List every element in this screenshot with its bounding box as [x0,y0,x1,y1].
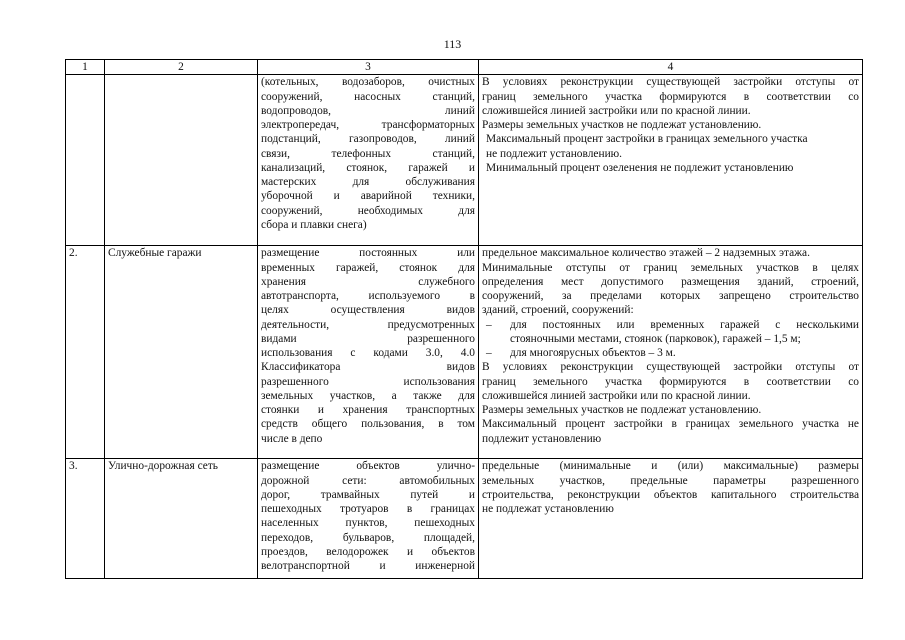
text-line: пешеходных тротуаров в границах [261,503,475,515]
text-line: строительства, реконструкции объектов капитального строительства [482,488,859,501]
text-line: Классификатора видов [261,361,475,374]
dash-marker: – [486,318,492,331]
text-line: земельных участков, предельные параметры разрешенного [482,474,859,487]
text-line: Минимальные отступы от границ земельных участков в целях [482,261,859,274]
row-description-cell [258,75,479,246]
text-line: Минимальный процент озеленения не подлежит установлению [486,161,794,174]
row-number-cell: 3. [66,459,105,579]
text-line: для постоянных или временных гаражей с несколькими [510,318,859,331]
text-line: В условиях реконструкции существующей застройки отступы от [482,76,859,89]
text-line: проездов, велодорожек и объектов [261,545,475,558]
text-line: Размеры земельных участков не подлежат установлению. [482,119,762,131]
row-parameters-cell [479,459,863,579]
text-line: канализаций, стоянок, гаражей и [261,161,475,174]
text-line: стоянки и хранения транспортных [261,404,475,416]
text-line: водопроводов, линий [261,104,475,117]
text-line: границ земельного участка формируются в соответствии со [482,375,859,388]
text-line: электропередач, трансформаторных [261,119,475,131]
text-line: средств общего пользования, в том [261,418,475,431]
text-line: хранения служебного [261,275,475,288]
row-parameters-cell [479,75,863,246]
text-line: целях осуществления видов [261,304,475,317]
row-parameters-cell [479,246,863,459]
table-header-row [66,60,863,75]
text-line: мастерских для обслуживания [261,176,475,188]
text-line: подлежит установлению [482,432,602,445]
header-cell-4: 4 [479,60,863,75]
row-number-cell: 2. [66,246,105,459]
row-name-cell: Улично-дорожная сеть [105,459,258,579]
text-line: дорожной сети: автомобильных [261,474,475,487]
text-line: сложившейся линией застройки или по красной линии. [482,104,751,117]
table-row [66,459,863,579]
text-line: (котельных, водозаборов, очистных [261,76,475,89]
text-line: числе в депо [261,432,323,445]
text-line: не подлежит установлению. [486,147,623,160]
text-line: использования с кодами 3.0, 4.0 [261,347,475,359]
row-description-cell [258,459,479,579]
text-line: предельное максимальное количество этажей – 2 надземных этажа. [482,247,810,260]
header-cell-3: 3 [258,60,479,75]
text-line: Максимальный процент застройки в границах земельного участка не [482,418,859,431]
text-line: границ земельного участка формируются в соответствии со [482,90,859,103]
text-line: видами разрешенного [261,332,475,345]
text-line: не подлежат установлению [482,503,614,515]
text-line: определения мест допустимого размещения зданий, строений, [482,275,859,288]
text-line: размещение объектов улично- [261,460,475,473]
list-item [482,346,859,360]
row-name-cell: Служебные гаражи [105,246,258,459]
text-line: временных гаражей, стоянок для [261,261,475,274]
text-line: Максимальный процент застройки в границах земельного участка [486,133,808,146]
page-number: 113 [443,37,462,51]
header-cell-1: 1 [66,60,105,75]
text-line: сложившейся линией застройки или по красной линии. [482,389,751,402]
text-line: переходов, бульваров, площадей, [261,531,475,544]
row-description-cell [258,246,479,459]
text-line: населенных пунктов, пешеходных [261,517,475,530]
text-line: разрешенного использования [261,375,475,388]
text-line: уборочной и аварийной техники, [261,190,475,203]
text-line: для многоярусных объектов – 3 м. [510,347,676,359]
text-line: размещение постоянных или [261,247,475,260]
text-line: связи, телефонных станций, [261,147,475,160]
text-line: земельных участков, а также для [261,389,475,402]
table-row [66,75,863,246]
text-line: автотранспорта, используемого в [261,290,475,302]
text-line: подстанций, газопроводов, линий [261,133,475,146]
text-line: дорог, трамвайных путей и [261,488,475,501]
regulations-table [65,59,863,579]
list-item [482,318,859,347]
dash-marker: – [486,347,492,359]
text-line: сооружений, за пределами которых запрещено строительство [482,290,859,302]
text-line: Размеры земельных участков не подлежат установлению. [482,404,762,416]
text-line: зданий, строений, сооружений: [482,304,634,317]
header-cell-2: 2 [105,60,258,75]
text-line: велотранспортной и инженерной [261,560,475,572]
text-line: сооружений, необходимых для [261,204,475,217]
table-row [66,246,863,459]
text-line: предельные (минимальные и (или) максимальные) размеры [482,460,859,473]
text-line: сооружений, насосных станций, [261,90,475,103]
text-line: деятельности, предусмотренных [261,318,475,331]
row-number-cell [66,75,105,246]
row-name-cell [105,75,258,246]
text-line: сбора и плавки снега) [261,218,367,231]
text-line: стояночными местами, стоянок (парковок), гаражей – 1,5 м; [510,332,801,345]
text-line: В условиях реконструкции существующей застройки отступы от [482,361,859,374]
